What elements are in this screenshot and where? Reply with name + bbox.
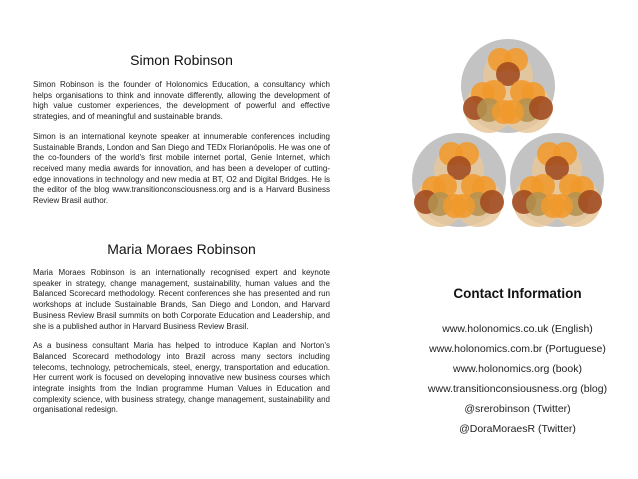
bio-paragraph: Maria Moraes Robinson is an internationally recognised expert and keynote speaker in strategy, change management, sustainability, human values and the Balanced Scorecard methodology. Recent conferences she has presented and run workshops at include Sustainable Brands, San Diego and London, and Harvard Business Review Brasil summits on both Corporate Education and Leadership, and she is a published author in Harvard Business Review Brasil. bbox=[33, 268, 330, 331]
logo-small-disc bbox=[578, 190, 602, 214]
contact-twitter-simon[interactable]: @srerobinson (Twitter) bbox=[464, 403, 571, 415]
bio-paragraph: Simon Robinson is the founder of Holonomics Education, a consultancy which helps organisations to think and innovate differently, allowing the development of high value customer experiences, the development of powerful and effective strategies, and of meaningful and sustainable brands. bbox=[33, 80, 330, 122]
bio-paragraph: Simon is an international keynote speaker at innumerable conferences including Sustainable Brands, London and San Diego and TEDx Florianópolis. He was one of the co-founders of the world's first mobile internet portal, Genie Internet, which received many media awards for innovation, and has been a developer of cutting-edge innovations in technology and new media at BT, O2 and Digital Bridges. He is the editor of the blog www.transitionconsciousness.org and is a Harvard Business Review Brasil author. bbox=[33, 131, 330, 206]
contact-link-blog[interactable]: www.transitionconsiousness.org (blog) bbox=[427, 383, 608, 395]
logo-small-disc bbox=[500, 100, 524, 124]
logo-small-disc bbox=[451, 194, 475, 218]
contact-information bbox=[405, 286, 630, 439]
contact-twitter-maria[interactable]: @DoraMoraesR (Twitter) bbox=[459, 423, 576, 435]
logo-small-disc bbox=[480, 190, 504, 214]
bio-text-maria bbox=[33, 268, 330, 425]
logo-small-disc bbox=[549, 194, 573, 218]
bio-text-simon bbox=[33, 80, 330, 216]
contact-link-holonomics-uk[interactable]: www.holonomics.co.uk (English) bbox=[442, 323, 593, 335]
contact-title: Contact Information bbox=[453, 286, 582, 301]
holonomics-logo-icon bbox=[409, 36, 607, 231]
bio-name-maria: Maria Moraes Robinson bbox=[107, 241, 256, 257]
contact-link-holonomics-org[interactable]: www.holonomics.org (book) bbox=[453, 363, 582, 375]
logo-small-disc bbox=[529, 96, 553, 120]
bio-name-simon: Simon Robinson bbox=[130, 52, 233, 68]
bio-paragraph: As a business consultant Maria has helped to introduce Kaplan and Norton's Balanced Scorecard methodology into Brazil across many sectors including telecoms, technology, petrochemicals, steel, energy, transportation and education. Her current work is focused on developing innovative new business courses which integrate insights from the Indian programme Human Values in Education and complexity science, with business strategy, change management, sustainability and organisational redesign. bbox=[33, 341, 330, 415]
contact-link-holonomics-br[interactable]: www.holonomics.com.br (Portuguese) bbox=[429, 343, 606, 355]
